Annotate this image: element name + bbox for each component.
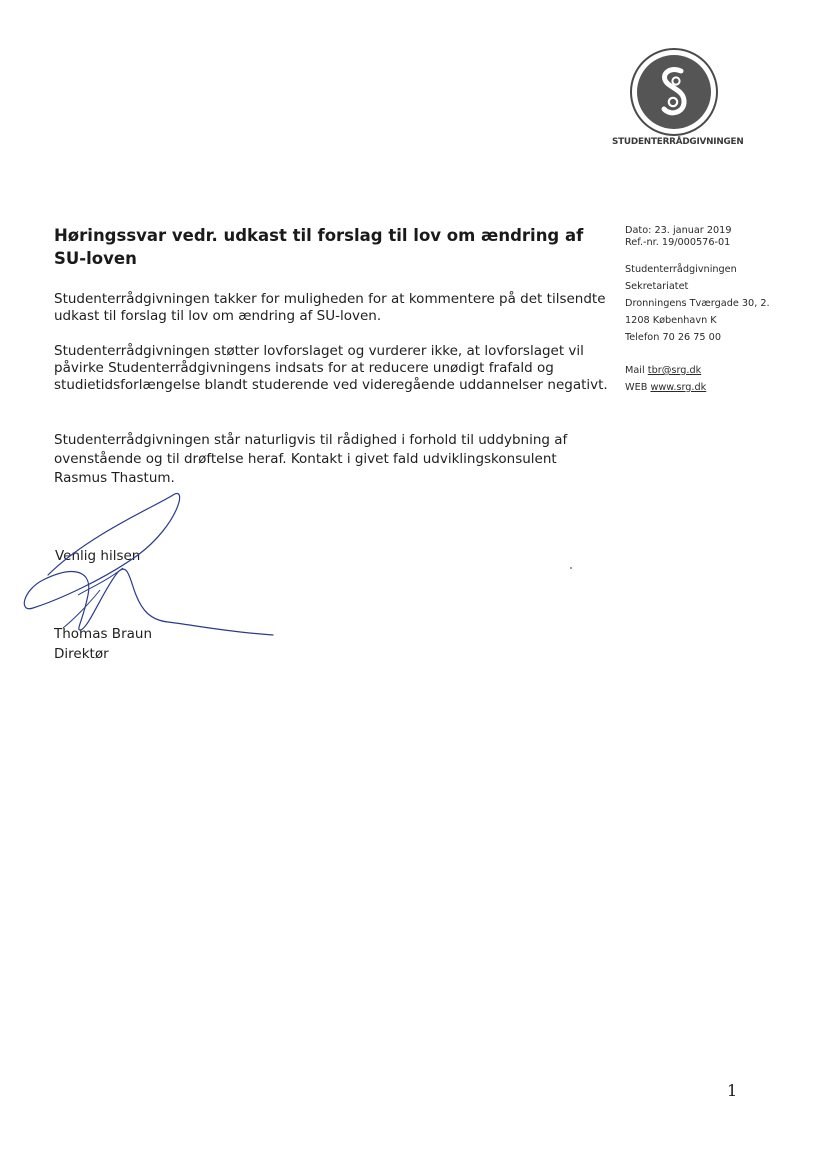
paragraph-contact: Studenterrådgivningen står naturligvis til rådighed i forhold til uddybning af ovenstående og til drøftelse heraf. Kontakt i givet fald udviklingskonsulent Rasmus Thastum. — [54, 432, 568, 486]
reference-number: Ref.-nr. 19/000576-01 — [625, 237, 731, 248]
mail-line — [625, 364, 701, 377]
page-number: 1 — [727, 1081, 738, 1100]
sender-organization: Studenterrådgivningen — [625, 264, 737, 275]
web-label: WEB — [625, 382, 648, 393]
paragraph-thanks: Studenterrådgivningen takker for muligheden for at kommentere på det tilsendte udkast til forslag til lov om ændring af SU-loven. — [54, 291, 606, 324]
signatory-name: Thomas Braun — [54, 626, 153, 642]
sender-phone: Telefon 70 26 75 00 — [625, 332, 721, 343]
mail-link[interactable]: tbr@srg.dk — [647, 365, 702, 376]
handwritten-signature — [18, 480, 288, 650]
srg-logo-icon — [629, 47, 719, 137]
web-link[interactable]: www.srg.dk — [650, 382, 707, 393]
letter-date: Dato: 23. januar 2019 — [625, 225, 732, 236]
logo-wordmark: STUDENTERRÅDGIVNINGEN — [612, 137, 744, 147]
paragraph-support: Studenterrådgivningen støtter lovforslaget og vurderer ikke, at lovforslaget vil påvirke Studenterrådgivningens indsats for at reducere unødigt frafald og studietidsforlængelse blandt studerende ved videregående uddannelser negativt. — [54, 343, 608, 393]
mail-label: Mail — [625, 365, 645, 376]
sender-city: 1208 København K — [625, 315, 717, 326]
signatory-title: Direktør — [54, 646, 109, 662]
web-line — [625, 381, 706, 394]
sender-department: Sekretariatet — [625, 281, 689, 292]
document-title: Høringssvar vedr. udkast til forslag til lov om ændring af SU-loven — [54, 226, 584, 268]
sender-address: Dronningens Tværgade 30, 2. — [625, 298, 770, 309]
closing-greeting: Venlig hilsen — [55, 548, 141, 564]
scan-speck — [570, 567, 572, 569]
